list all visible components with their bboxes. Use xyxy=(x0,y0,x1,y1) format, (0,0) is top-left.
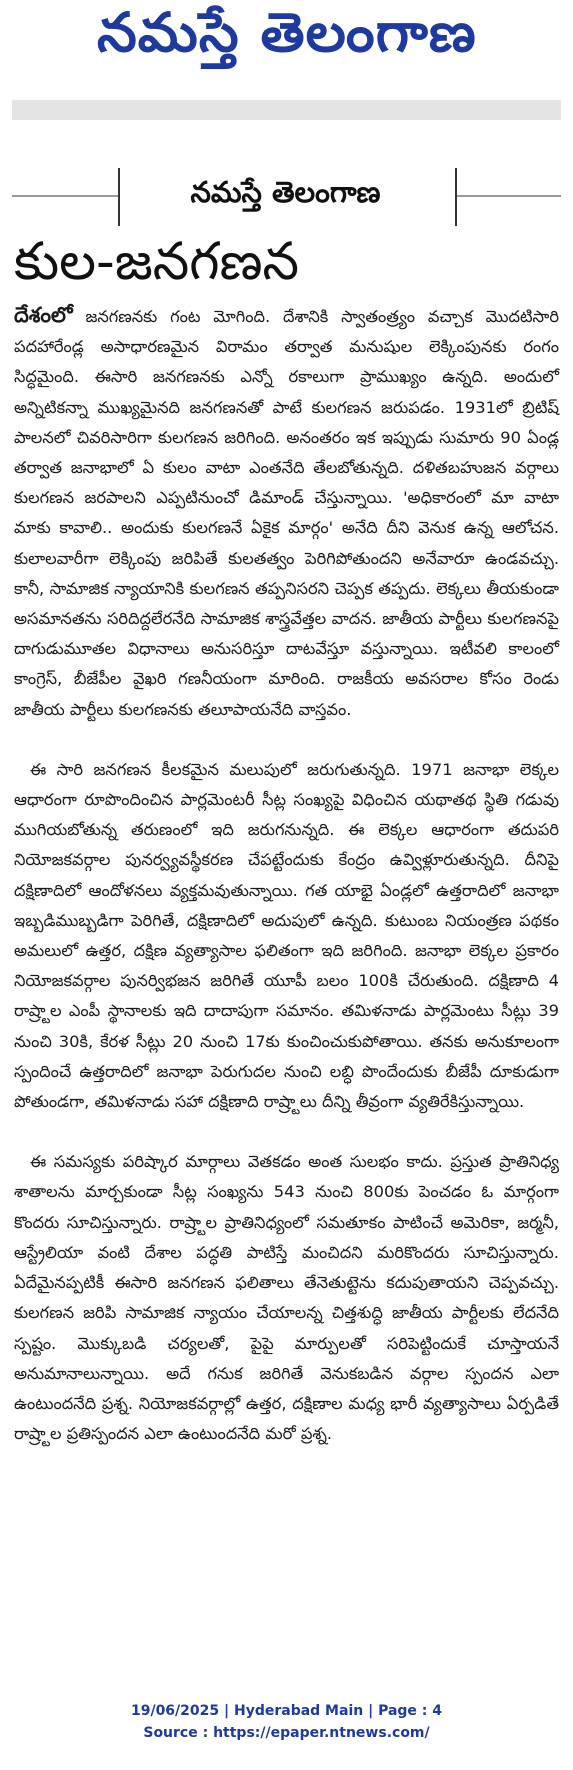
article-paragraph-3: ఈ సమస్యకు పరిష్కార మార్గాలు వెతకడం అంత సులభం కాదు. ప్రస్తుత ప్రాతినిధ్య శాతాలను మార్చకుండా సీట్ల సంఖ్యను 543 నుంచి 800కు పెంచడం ఓ మార్గంగా కొందరు సూచిస్తున్నారు. రాష్ర్టాల ప్రాతినిధ్యంలో సమతూకం పాటించే అమెరికా, జర్మనీ, ఆస్ట్రేలియా వంటి దేశాల పద్ధతి పాటిస్తే మంచిదని మరికొందరు సూచిస్తున్నారు. ఏదేమైనప్పటికీ ఈసారి జనగణన ఫలితాలు తేనెతుట్టెను కదుపుతాయని చెప్పవచ్చు. కులగణన జరిపి సామాజిక న్యాయం చేయాలన్న చిత్తశుద్ధి జాతీయ పార్టీలకు లేదనేది స్పష్టం. మొక్కుబడి చర్యలతో, పైపై మార్పులతో సరిపెట్టిందుకే చూస్తాయనే అనుమానాలున్నాయి. అదే గనుక జరిగితే వెనుకబడిన వర్గాల స్పందన ఎలా ఉంటుందనేది ప్రశ్న. నియోజకవర్గాల్లో ఉత్తర, దక్షిణాల మధ్య భారీ వ్యత్యాసాలు ఏర్పడితే రాష్ర్టాల ప్రతిస్పందన ఎలా ఉంటుందనేది మరో ప్రశ్న. xyxy=(14,1152,559,1444)
article-paragraph-1 xyxy=(14,300,559,725)
masthead-title: నమస్తే తెలంగాణ xyxy=(96,0,477,64)
footer-source-link[interactable]: Source : https://epaper.ntnews.com/ xyxy=(143,1725,430,1741)
section-label: నమస్తే తెలంగాణ xyxy=(190,175,381,209)
lead-word: దేశంలో xyxy=(14,303,73,327)
page-footer xyxy=(0,1700,573,1744)
footer-edition-info: 19/06/2025 | Hyderabad Main | Page : 4 xyxy=(130,1703,443,1719)
header-divider-band xyxy=(12,100,561,120)
section-rule-left xyxy=(12,195,118,197)
newspaper-masthead xyxy=(0,0,573,78)
article-paragraph-2: ఈ సారి జనగణన కీలకమైన మలుపులో జరుగుతున్నది. 1971 జనాభా లెక్కల ఆధారంగా రూపొందించిన పార్లమెంటరీ సీట్ల సంఖ్యపై విధించిన యథాతథ స్థితి గడువు ముగియబోతున్న తరుణంలో ఇది జరుగనున్నది. ఈ లెక్కల ఆధారంగా తదుపరి నియోజకవర్గాల పునర్వ్యవస్థీకరణ చేపట్టేందుకు కేంద్రం ఉవ్విళ్లూరుతున్నది. దీనిపై దక్షిణాదిలో ఆందోళనలు వ్యక్తమవుతున్నాయి. గత యాభై ఏండ్లలో ఉత్తరాదిలో జనాభా ఇబ్బడిముబ్బడిగా పెరిగితే, దక్షిణాదిలో అదుపులో ఉన్నది. కుటుంబ నియంత్రణ పథకం అమలులో ఉత్తర, దక్షిణ వ్యత్యాసాల ఫలితంగా ఇది జరిగింది. జనాభా లెక్కల ప్రకారం నియోజకవర్గాల పునర్విభజన జరిగితే యూపీ బలం 100కి చేరుతుంది. దక్షిణాది 4 రాష్ర్టాల ఎంపీ స్థానాలకు ఇది దాదాపుగా సమానం. తమిళనాడు పార్లమెంటు సీట్లు 39 నుంచి 30కి, కేరళ సీట్లు 20 నుంచి 17కు కుంచించుకుపోతాయి. తనకు అనుకూలంగా స్పందించే ఉత్తరాదిలో జనాభా పెరుగుదల నుంచి లబ్ధి పొందేందుకు బీజేపీ దూకుడుగా పోతుండగా, తమిళనాడు సహా దక్షిణాది రాష్ర్టాలు దీన్ని తీవ్రంగా వ్యతిరేకిస్తున్నాయి. xyxy=(14,759,559,1112)
article-headline: కుల-జనగణన xyxy=(14,232,300,292)
paragraph-1-text: జనగణనకు గంట మోగింది. దేశానికి స్వాతంత్ర్యం వచ్చాక మొదటిసారి పదహారేండ్ల అసాధారణమైన విరామం తర్వాత మనుషుల లెక్కింపునకు రంగం సిద్ధమైంది. ఈసారి జనగణనకు ఎన్నో రకాలుగా ప్రాముఖ్యం ఉన్నది. అందులో అన్నిటికన్నా ముఖ్యమైనది జనగణనతో పాటే కులగణన జరుపడం. 1931లో బ్రిటిష్ పాలనలో చివరిసారిగా కులగణన జరిగింది. అనంతరం ఇక ఇప్పుడు సుమారు 90 ఏండ్ల తర్వాత జనాభాలో ఏ కులం వాటా ఎంతనేది తేలబోతున్నది. దళితబహుజన వర్గాలు కులగణన జరపాలని ఎప్పటినుంచో డిమాండ్ చేస్తున్నాయి. 'అధికారంలో మా వాటా మాకు కావాలి.. అందుకు కులగణనే ఏకైక మార్గం' అనేది దీని వెనుక ఉన్న ఆలోచన. కులాలవారీగా లెక్కింపు జరిపితే కులతత్వం పెరిగిపోతుందని అనేవారూ ఉండవచ్చు. కానీ, సామాజిక న్యాయానికి కులగణన తప్పనిసరని చెప్పక తప్పదు. లెక్కలు తీయకుండా అసమానతను సరిదిద్దలేరనేది సామాజిక శాస్త్రవేత్తల వాదన. జాతీయ పార్టీలు కులగణనపై దాగుడుమూతల విధానాలు అనుసరిస్తూ దాటవేస్తూ వస్తున్నాయి. ఇటీవలి కాలంలో కాంగ్రెస్, బీజేపీల వైఖరి గణనీయంగా మారింది. రాజకీయ అవసరాల కోసం రెండు జాతీయ పార్టీలు కులగణనకు తలూపాయనేది వాస్తవం. xyxy=(14,307,559,719)
article-body xyxy=(14,300,559,1449)
section-rule-right xyxy=(455,195,561,197)
